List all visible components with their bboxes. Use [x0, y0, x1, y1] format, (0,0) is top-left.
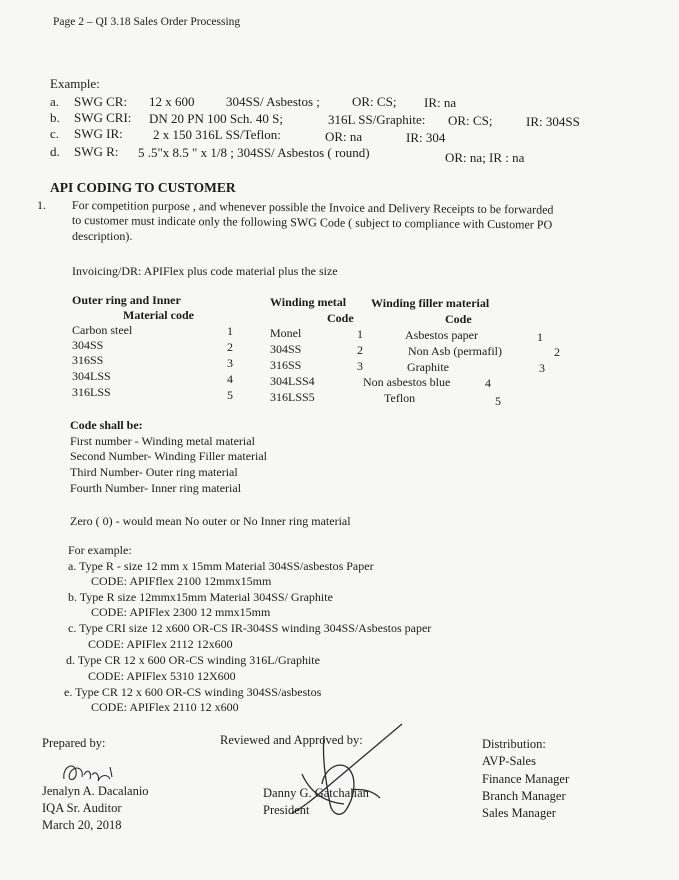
- filler-code: 5: [495, 394, 501, 408]
- reviewer-title: President: [263, 803, 310, 817]
- zero-note: Zero ( 0) - would mean No outer or No Inner ring material: [70, 514, 351, 528]
- reviewer-name: Danny G. Gatchalian: [263, 786, 369, 800]
- col1-header-1: Outer ring and Inner: [72, 293, 181, 307]
- prepared-by-label: Prepared by:: [42, 736, 106, 750]
- distribution-recipient: Finance Manager: [482, 772, 570, 786]
- filler-name: Graphite: [407, 360, 449, 374]
- ring-material-code: 3: [227, 356, 233, 370]
- filler-code: 3: [539, 361, 545, 375]
- ring-material-code: 2: [227, 340, 233, 354]
- preparer-date: March 20, 2018: [42, 818, 122, 832]
- filler-name: Non Asb (permafil): [408, 344, 502, 358]
- ring-material-name: 316LSS: [72, 385, 111, 399]
- api-paragraph-line-1: For competition purpose , and whenever possible the Invoice and Delivery Receipts to be forwarded: [71, 198, 554, 217]
- winding-metal-code: 3: [357, 359, 363, 373]
- filler-code: 1: [537, 330, 543, 344]
- page-header: Page 2 – QI 3.18 Sales Order Processing: [53, 16, 241, 28]
- col3-header: Winding filler material: [371, 296, 490, 310]
- for-example-code-line: CODE: APIFlex 2300 12 mmx15mm: [91, 605, 271, 619]
- ring-material-code: 1: [227, 324, 233, 338]
- ring-material-name: 316SS: [72, 353, 104, 367]
- for-example-label: For example:: [68, 543, 132, 557]
- api-heading: API CODING TO CUSTOMER: [50, 180, 236, 195]
- api-item-number: 1.: [37, 198, 46, 212]
- winding-metal-name: 316SS: [270, 358, 302, 372]
- winding-metal-name: 316LSS5: [270, 390, 315, 404]
- api-paragraph-line-3: description).: [72, 229, 133, 243]
- code-rule-line: First number - Winding metal material: [70, 434, 255, 448]
- filler-name: Non asbestos blue: [363, 375, 451, 389]
- filler-name: Asbestos paper: [405, 328, 478, 342]
- code-rule-line: Second Number- Winding Filler material: [70, 449, 268, 463]
- filler-code: 4: [485, 376, 491, 390]
- col1-header-2: Material code: [123, 308, 194, 322]
- distribution-recipient: AVP-Sales: [482, 754, 536, 768]
- for-example-line-1: e. Type CR 12 x 600 OR-CS winding 304SS/asbestos: [64, 685, 322, 699]
- code-rule-line: Fourth Number- Inner ring material: [70, 481, 242, 495]
- reviewed-label: Reviewed and Approved by:: [220, 733, 363, 747]
- for-example-line-1: b. Type R size 12mmx15mm Material 304SS/ Graphite: [68, 590, 333, 604]
- preparer-name: Jenalyn A. Dacalanio: [42, 784, 149, 798]
- col2-header: Winding metal: [270, 295, 347, 309]
- for-example-code-line: CODE: APIFlex 2112 12x600: [88, 637, 233, 651]
- document-page: Page 2 – QI 3.18 Sales Order Processing Example: a. SWG CR: 12 x 600 304SS/ Asbestos ; OR: CS; IR: na b. SWG CRI: DN 20 PN 100 Sch. 40 S; 316L SS/Graphite: OR: CS; IR: 304SS c. SWG IR: 2 x 150 316L SS/Teflon: OR: na IR: 304 d. SWG R: 5 .5"x 8.5 " x 1/8 ; 304SS/ Asbestos ( round) OR: na; IR : na API CODING TO CUSTOMER 1. For competition purpose , and whenever possible the Invoice and Delivery Receipts to be forwarded to customer must indicate only the following SWG Code ( subject to compliance with Customer PO description). Invoicing/DR: APIFlex plus code material plus the size Outer ring and Inner Material code Winding metal Winding filler material Code Code Carbon steel 1 304SS 2 316SS 3 304LSS 4 316LSS 5 Monel 1 304SS 2 316SS 3 304LSS4 316LSS5 Asbestos paper 1 Non Asb (permafil) 2 Graphite 3 Non asbestos blue 4 Teflon 5 Code shall be: First number - Winding metal material Second Number- Winding Filler material Third Number- Outer ring material Fourth Number- Inner ring material Zero ( 0) - would mean No outer or No Inner ring material For example: a. Type R - size 12 mm x 15mm Material 304SS/asbestos Paper CODE: APIFflex 2100 12mmx15mm b. Type R size 12mmx15mm Material 304SS/ Graphite CODE: APIFlex 2300 12 mmx15mm c. Type CRI size 12 x600 OR-CS IR-304SS winding 304SS/Asbestos paper CODE: APIFlex 2112 12x600 d. Type CR 12 x 600 OR-CS winding 316L/Graphite CODE: APIFlex 5310 12X600 e. Type CR 12 x 600 OR-CS winding 304SS/asbestos CODE: APIFlex 2110 12 x600 Prepared by: Jenalyn A. Dacalanio IQA Sr. Auditor March 20, 2018 Reviewed and Approved by: Danny G. Gatchalian President Distribution: AVP-Sales Finance Manager Branch Manager Sales Manager: [37, 16, 580, 832]
- winding-metal-name: Monel: [270, 326, 302, 340]
- distribution-recipient: Branch Manager: [482, 789, 566, 803]
- winding-metal-name: 304SS: [270, 342, 302, 356]
- code-rules-heading: Code shall be:: [70, 418, 143, 432]
- ring-material-code: 4: [227, 372, 233, 386]
- col3-code-header: Code: [445, 312, 472, 326]
- api-paragraph-line-2: to customer must indicate only the following SWG Code ( subject to compliance with Customer PO: [71, 213, 553, 232]
- preparer-title: IQA Sr. Auditor: [42, 801, 122, 815]
- invoicing-line: Invoicing/DR: APIFlex plus code material plus the size: [72, 264, 338, 278]
- for-example-code-line: CODE: APIFflex 2100 12mmx15mm: [91, 574, 272, 588]
- winding-metal-name: 304LSS4: [270, 374, 315, 388]
- filler-code: 2: [554, 345, 560, 359]
- winding-metal-code: 1: [357, 327, 363, 341]
- ring-material-code: 5: [227, 388, 233, 402]
- ring-material-name: 304SS: [72, 338, 104, 352]
- col2-code-header: Code: [327, 311, 354, 325]
- for-example-line-1: c. Type CRI size 12 x600 OR-CS IR-304SS winding 304SS/Asbestos paper: [68, 621, 432, 635]
- for-example-code-line: CODE: APIFlex 5310 12X600: [88, 669, 236, 683]
- ring-material-name: 304LSS: [72, 369, 111, 383]
- for-example-code-line: CODE: APIFlex 2110 12 x600: [91, 700, 239, 714]
- for-example-line-1: d. Type CR 12 x 600 OR-CS winding 316L/Graphite: [66, 653, 320, 667]
- distribution-recipient: Sales Manager: [482, 806, 556, 820]
- for-example-line-1: a. Type R - size 12 mm x 15mm Material 304SS/asbestos Paper: [68, 559, 374, 573]
- distribution-label: Distribution:: [482, 737, 546, 751]
- winding-metal-code: 2: [357, 343, 363, 357]
- example-label: Example:: [50, 76, 100, 91]
- ring-material-name: Carbon steel: [72, 323, 133, 337]
- code-rule-line: Third Number- Outer ring material: [70, 465, 238, 479]
- filler-name: Teflon: [384, 391, 416, 405]
